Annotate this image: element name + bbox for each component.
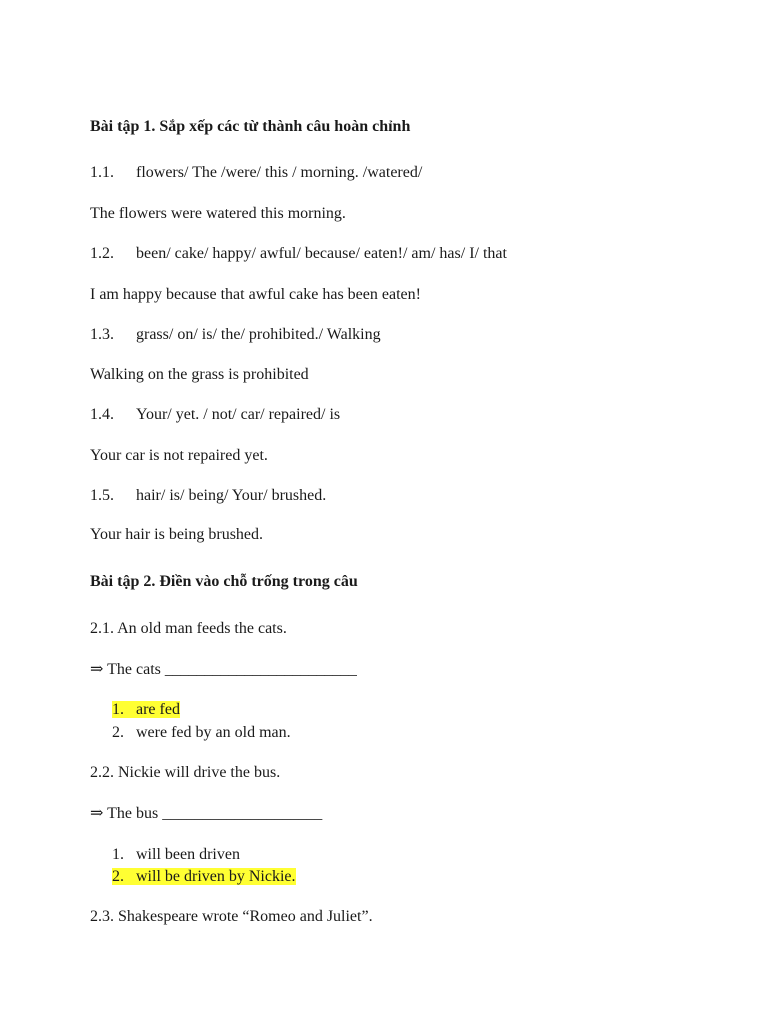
item-number: 1.5. (90, 487, 114, 504)
option-text: will be driven by Nickie. (136, 868, 296, 885)
option-number: 1. (112, 846, 124, 863)
option-text: will been driven (136, 846, 240, 863)
exercise-1-2-prompt (90, 244, 507, 264)
exercise-1-3-prompt (90, 325, 381, 345)
exercise-1-1-prompt (90, 163, 422, 183)
section2-title: Bài tập 2. Điền vào chỗ trống trong câu (90, 573, 358, 590)
exercise-1-5-answer: Your hair is being brushed. (90, 526, 264, 543)
option-number: 2. (112, 724, 124, 741)
prompt-text: flowers/ The /were/ this / morning. /watered/ (136, 164, 423, 181)
highlighted-answer (112, 868, 296, 885)
option-text: are fed (136, 701, 180, 718)
section1-title: Bài tập 1. Sắp xếp các từ thành câu hoàn chỉnh (90, 118, 411, 135)
prompt-text: grass/ on/ is/ the/ prohibited./ Walking (136, 326, 381, 343)
question-2-1-option-1 (112, 700, 180, 720)
question-2-1-sentence: 2.1. An old man feeds the cats. (90, 620, 287, 637)
question-2-1-option-2 (112, 723, 291, 743)
prompt-text: been/ cake/ happy/ awful/ because/ eaten!/ am/ has/ I/ that (136, 245, 507, 262)
prompt-text: Your/ yet. / not/ car/ repaired/ is (136, 406, 341, 423)
option-text: were fed by an old man. (136, 724, 291, 741)
item-number: 1.3. (90, 326, 114, 343)
question-2-1-transform: ⇒ The cats ________________________ (90, 661, 357, 678)
question-2-2-transform: ⇒ The bus ____________________ (90, 805, 323, 822)
exercise-1-5-prompt (90, 486, 326, 506)
item-number: 1.2. (90, 245, 114, 262)
exercise-1-2-answer: I am happy because that awful cake has been eaten! (90, 286, 421, 303)
exercise-1-4-answer: Your car is not repaired yet. (90, 447, 268, 464)
prompt-text: hair/ is/ being/ Your/ brushed. (136, 487, 327, 504)
item-number: 1.4. (90, 406, 114, 423)
exercise-1-3-answer: Walking on the grass is prohibited (90, 366, 309, 383)
question-2-2-option-1 (112, 845, 240, 865)
highlighted-answer (112, 701, 180, 718)
exercise-1-1-answer: The flowers were watered this morning. (90, 205, 346, 222)
question-2-2-sentence: 2.2. Nickie will drive the bus. (90, 764, 281, 781)
question-2-2-option-2 (112, 867, 296, 887)
option-number: 2. (112, 868, 124, 885)
option-number: 1. (112, 701, 124, 718)
question-2-3-sentence: 2.3. Shakespeare wrote “Romeo and Juliet”. (90, 908, 373, 925)
item-number: 1.1. (90, 164, 114, 181)
exercise-1-4-prompt (90, 405, 340, 425)
